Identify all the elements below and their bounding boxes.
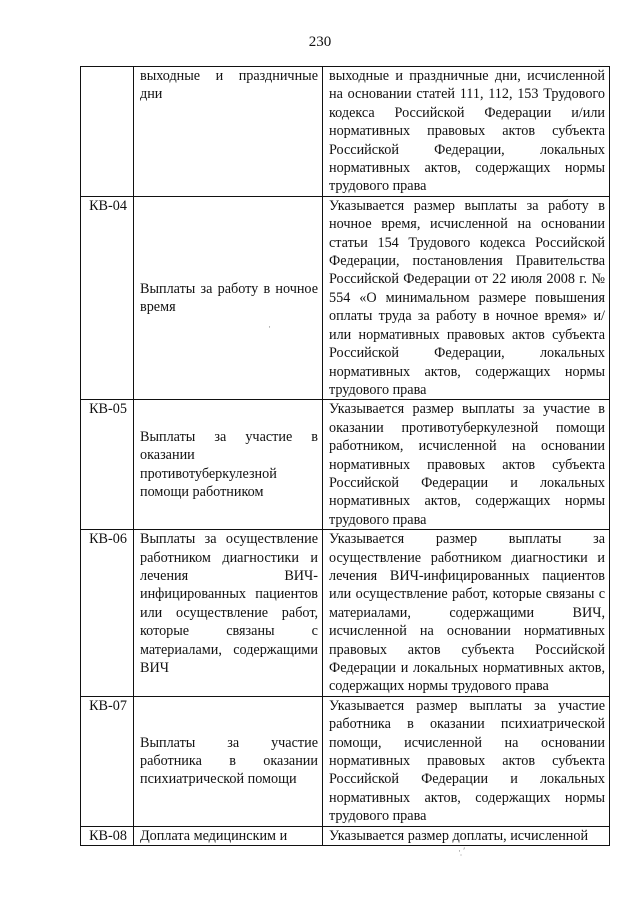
- row-name: Выплаты за участие работника в оказании психиатрической помощи: [134, 696, 323, 826]
- row-name: выходные и праздничные дни: [134, 67, 323, 197]
- scan-speck: ·: [268, 322, 271, 332]
- row-description: Указывается размер выплаты за участие в оказании противотуберкулезной помощи работником, исчисленной на основании нормативных правовых актов субъекта Российской Федерации и локальных нормативных актов, содержащих нормы трудового права: [323, 400, 610, 530]
- row-code: КВ-08: [81, 826, 134, 845]
- row-name: Выплаты за участие в оказании противотуберкулезной помощи работником: [134, 400, 323, 530]
- row-description: Указывается размер доплаты, исчисленной: [323, 826, 610, 845]
- row-code: [81, 67, 134, 197]
- row-name: Доплата медицинским и: [134, 826, 323, 845]
- row-code: КВ-06: [81, 530, 134, 697]
- table-row: [81, 400, 610, 530]
- table-row: [81, 196, 610, 399]
- page-number: 230: [308, 34, 332, 50]
- row-code: КВ-04: [81, 196, 134, 399]
- row-code: КВ-07: [81, 696, 134, 826]
- scan-speck: ·̣ ′: [458, 846, 466, 856]
- row-description: Указывается размер выплаты за участие работника в оказании психиатрической помощи, исчисленной на основании нормативных правовых актов субъекта Российской Федерации и локальных нормативных актов, содержащих нормы трудового права: [323, 696, 610, 826]
- table-row: [81, 67, 610, 197]
- row-description: выходные и праздничные дни, исчисленной на основании статей 111, 112, 153 Трудового кодекса Российской Федерации и/или нормативных правовых актов субъекта Российской Федерации, локальных нормативных актов, содержащих нормы трудового права: [323, 67, 610, 197]
- table-row: [81, 826, 610, 845]
- payments-table: [80, 66, 610, 846]
- row-code: КВ-05: [81, 400, 134, 530]
- row-description: Указывается размер выплаты за осуществление работником диагностики и лечения ВИЧ-инфицированных пациентов или осуществление работ, которые связаны с материалами, содержащими ВИЧ, исчисленной на основании нормативных правовых актов субъекта Российской Федерации и локальных нормативных актов, содержащих нормы трудового права: [323, 530, 610, 697]
- table-row: [81, 696, 610, 826]
- row-description: Указывается размер выплаты за работу в ночное время, исчисленной на основании статьи 154 Трудового кодекса Российской Федерации, постановления Правительства Российской Федерации от 22 июля 2008 г. № 554 «О минимальном размере повышения оплаты труда за работу в ночное время» и/или нормативных правовых актов субъекта Российской Федерации, локальных нормативных актов, содержащих нормы трудового права: [323, 196, 610, 399]
- row-name: Выплаты за осуществление работником диагностики и лечения ВИЧ-инфицированных пациентов или осуществление работ, которые связаны с материалами, содержащими ВИЧ: [134, 530, 323, 697]
- table-row: [81, 530, 610, 697]
- row-name: Выплаты за работу в ночное время: [134, 196, 323, 399]
